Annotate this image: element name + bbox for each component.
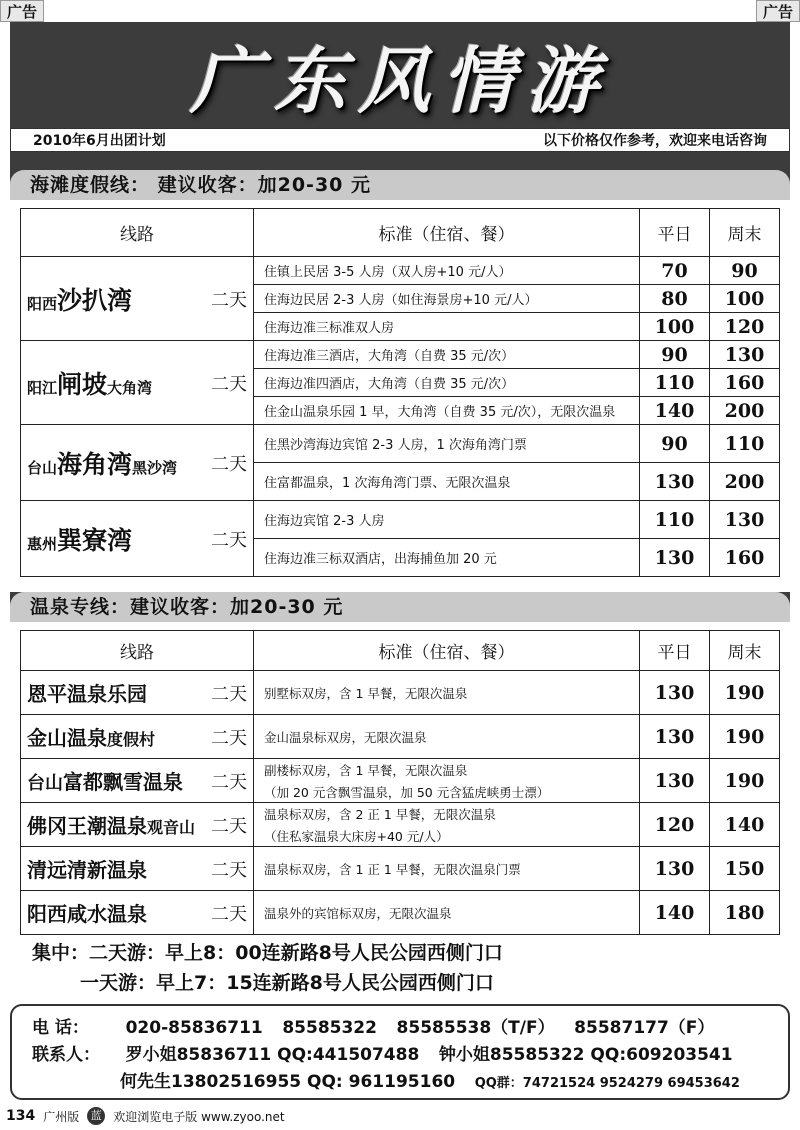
weekend-price: 200	[710, 397, 780, 425]
route-region: 惠州	[27, 534, 58, 553]
table-row	[21, 847, 780, 891]
route-duration: 二天	[211, 453, 247, 475]
beach-section-header: 海滩度假线： 建议收客：加20-30 元	[10, 170, 790, 200]
weekday-price: 100	[640, 313, 710, 341]
beach-section	[10, 200, 790, 592]
table-row	[21, 501, 780, 539]
route-suffix: 观音山	[147, 818, 196, 837]
weekday-price: 130	[640, 671, 710, 715]
standard-cell: 住海边民居 2-3 人房（如住海景房+10 元/人）	[254, 285, 640, 313]
weekday-price: 110	[640, 369, 710, 397]
phone-number: 85585322	[282, 1018, 377, 1038]
route-name: 清远清新温泉	[27, 858, 147, 882]
standard-cell	[254, 671, 640, 715]
standard-note: （加 20 元含飘雪温泉，加 50 元含猛虎峡勇士漂）	[264, 784, 550, 800]
weekday-price: 130	[640, 539, 710, 577]
route-duration: 二天	[211, 373, 247, 395]
route-region: 台山	[27, 458, 58, 477]
beach-price-table	[20, 208, 780, 577]
route-suffix: 度假村	[107, 730, 156, 749]
table-row	[21, 671, 780, 715]
weekday-price: 80	[640, 285, 710, 313]
weekend-price: 190	[710, 671, 780, 715]
route-name: 沙扒湾	[57, 285, 133, 315]
contact-persons-row-2	[32, 1068, 788, 1095]
route-duration: 二天	[211, 727, 247, 749]
table-row	[21, 759, 780, 803]
table-row	[21, 257, 780, 285]
route-suffix: 大角湾	[107, 378, 153, 397]
info-bar	[10, 128, 790, 152]
weekend-price: 130	[710, 501, 780, 539]
weekday-price: 90	[640, 341, 710, 369]
route-duration: 二天	[211, 771, 247, 793]
website-link[interactable]: 欢迎浏览电子版 www.zyoo.net	[113, 1109, 285, 1124]
route-cell	[21, 341, 254, 425]
route-duration: 二天	[211, 683, 247, 705]
contact-box	[10, 1004, 790, 1100]
table-header-cell: 平日	[640, 209, 710, 257]
edition-label: 广州版	[43, 1109, 80, 1124]
page-footer	[0, 1102, 800, 1130]
route-duration: 二天	[211, 815, 247, 837]
weekday-price: 140	[640, 397, 710, 425]
table-header-row	[21, 631, 780, 671]
assembly-one-day: 一天游：早上7：15连新路8号人民公园西侧门口	[80, 972, 494, 994]
weekday-price: 110	[640, 501, 710, 539]
route-cell	[21, 847, 254, 891]
route-cell	[21, 671, 254, 715]
ad-tag-right: 广告	[756, 0, 800, 22]
route-duration: 二天	[211, 289, 247, 311]
standard-cell	[254, 847, 640, 891]
weekday-price: 130	[640, 847, 710, 891]
weekend-price: 160	[710, 369, 780, 397]
weekend-price: 130	[710, 341, 780, 369]
standard-cell	[254, 759, 640, 803]
weekend-price: 140	[710, 803, 780, 847]
standard-cell	[254, 715, 640, 759]
standard-cell: 住金山温泉乐园 1 早，大角湾（自费 35 元/次），无限次温泉	[254, 397, 640, 425]
weekend-price: 150	[710, 847, 780, 891]
table-header-cell: 平日	[640, 631, 710, 671]
route-cell	[21, 891, 254, 935]
weekend-price: 190	[710, 759, 780, 803]
route-name: 金山温泉	[27, 726, 107, 750]
standard-cell	[254, 891, 640, 935]
phone-label: 电 话：	[32, 1018, 89, 1038]
weekend-price: 190	[710, 715, 780, 759]
route-name: 巽寮湾	[57, 525, 133, 555]
table-header-cell: 标准（住宿、餐）	[254, 209, 640, 257]
weekend-price: 200	[710, 463, 780, 501]
route-region: 台山	[27, 773, 63, 794]
standard-cell: 住黑沙湾海边宾馆 2-3 人房，1 次海角湾门票	[254, 425, 640, 463]
route-duration: 二天	[211, 903, 247, 925]
route-name: 海角湾	[57, 449, 133, 479]
phone-number: 85585538（T/F）	[396, 1018, 555, 1038]
contact-person: 何先生13802516955 QQ: 961195160	[120, 1072, 456, 1092]
route-cell	[21, 803, 254, 847]
table-header-row	[21, 209, 780, 257]
table-row	[21, 803, 780, 847]
ad-tag-left: 广告	[0, 0, 44, 22]
weekday-price: 70	[640, 257, 710, 285]
route-cell	[21, 501, 254, 577]
weekday-price: 140	[640, 891, 710, 935]
standard-cell: 住海边准三酒店，大角湾（自费 35 元/次）	[254, 341, 640, 369]
table-header-cell: 线路	[21, 209, 254, 257]
weekend-price: 160	[710, 539, 780, 577]
price-note: 以下价格仅作参考，欢迎来电话咨询	[543, 133, 767, 149]
route-region: 阳江	[27, 378, 58, 397]
logo-badge-icon: 蓝	[87, 1107, 105, 1125]
weekday-price: 130	[640, 759, 710, 803]
hot-spring-price-table	[20, 630, 780, 935]
phone-row	[32, 1014, 788, 1041]
route-duration: 二天	[211, 859, 247, 881]
standard-note: （住私家温泉大床房+40 元/人）	[264, 828, 449, 844]
phone-number: 85587177（F）	[574, 1018, 715, 1038]
weekend-price: 180	[710, 891, 780, 935]
route-cell	[21, 257, 254, 341]
contacts-label: 联系人：	[32, 1045, 100, 1065]
route-suffix: 黑沙湾	[132, 458, 178, 477]
table-row	[21, 425, 780, 463]
contact-person: 罗小姐85836711 QQ:441507488	[125, 1045, 420, 1065]
standard-cell: 住镇上民居 3-5 人房（双人房+10 元/人）	[254, 257, 640, 285]
assembly-info	[10, 938, 790, 1002]
standard-text: 别墅标双房，含 1 早餐，无限次温泉	[264, 685, 468, 701]
table-header-cell: 周末	[710, 631, 780, 671]
schedule-label: 2010年6月出团计划	[33, 133, 166, 149]
table-header-cell: 标准（住宿、餐）	[254, 631, 640, 671]
standard-text: 温泉标双房，含 2 正 1 早餐，无限次温泉	[264, 806, 496, 822]
page-title: 广东风情游	[189, 38, 610, 123]
assembly-two-day: 集中：二天游：早上8：00连新路8号人民公园西侧门口	[32, 942, 503, 964]
standard-cell: 住海边宾馆 2-3 人房	[254, 501, 640, 539]
standard-cell: 住海边准三标准双人房	[254, 313, 640, 341]
weekend-price: 120	[710, 313, 780, 341]
weekday-price: 120	[640, 803, 710, 847]
title-banner	[10, 22, 790, 128]
weekend-price: 110	[710, 425, 780, 463]
hot-spring-section-header: 温泉专线：建议收客：加20-30 元	[10, 592, 790, 622]
table-row	[21, 341, 780, 369]
standard-text: 金山温泉标双房，无限次温泉	[264, 729, 427, 745]
table-row	[21, 715, 780, 759]
standard-text: 温泉标双房，含 1 正 1 早餐，无限次温泉门票	[264, 861, 521, 877]
hot-spring-section	[10, 622, 790, 938]
standard-cell: 住海边准三标双酒店，出海捕鱼加 20 元	[254, 539, 640, 577]
standard-text: 副楼标双房，含 1 早餐，无限次温泉	[264, 762, 468, 778]
weekday-price: 130	[640, 463, 710, 501]
contact-persons-row	[32, 1041, 788, 1068]
page-number: 134	[6, 1108, 36, 1124]
standard-text: 温泉外的宾馆标双房，无限次温泉	[264, 905, 452, 921]
standard-cell: 住富都温泉，1 次海角湾门票、无限次温泉	[254, 463, 640, 501]
phone-number: 020-85836711	[125, 1018, 263, 1038]
weekend-price: 100	[710, 285, 780, 313]
route-name: 阳西咸水温泉	[27, 902, 147, 926]
standard-cell: 住海边准四酒店，大角湾（自费 35 元/次）	[254, 369, 640, 397]
weekday-price: 90	[640, 425, 710, 463]
route-duration: 二天	[211, 529, 247, 551]
table-header-cell: 周末	[710, 209, 780, 257]
route-cell	[21, 759, 254, 803]
route-name: 恩平温泉乐园	[27, 682, 147, 706]
route-region: 阳西	[27, 294, 58, 313]
weekday-price: 130	[640, 715, 710, 759]
table-header-cell: 线路	[21, 631, 254, 671]
contact-person: 钟小姐85585322 QQ:609203541	[438, 1045, 733, 1065]
route-name: 富都飘雪温泉	[63, 770, 183, 794]
route-cell	[21, 425, 254, 501]
table-row	[21, 891, 780, 935]
route-name: 闸坡	[57, 369, 108, 399]
route-cell	[21, 715, 254, 759]
route-name: 佛冈王潮温泉	[27, 814, 147, 838]
standard-cell	[254, 803, 640, 847]
weekend-price: 90	[710, 257, 780, 285]
qq-group: QQ群：74721524 9524279 69453642	[474, 1076, 740, 1091]
